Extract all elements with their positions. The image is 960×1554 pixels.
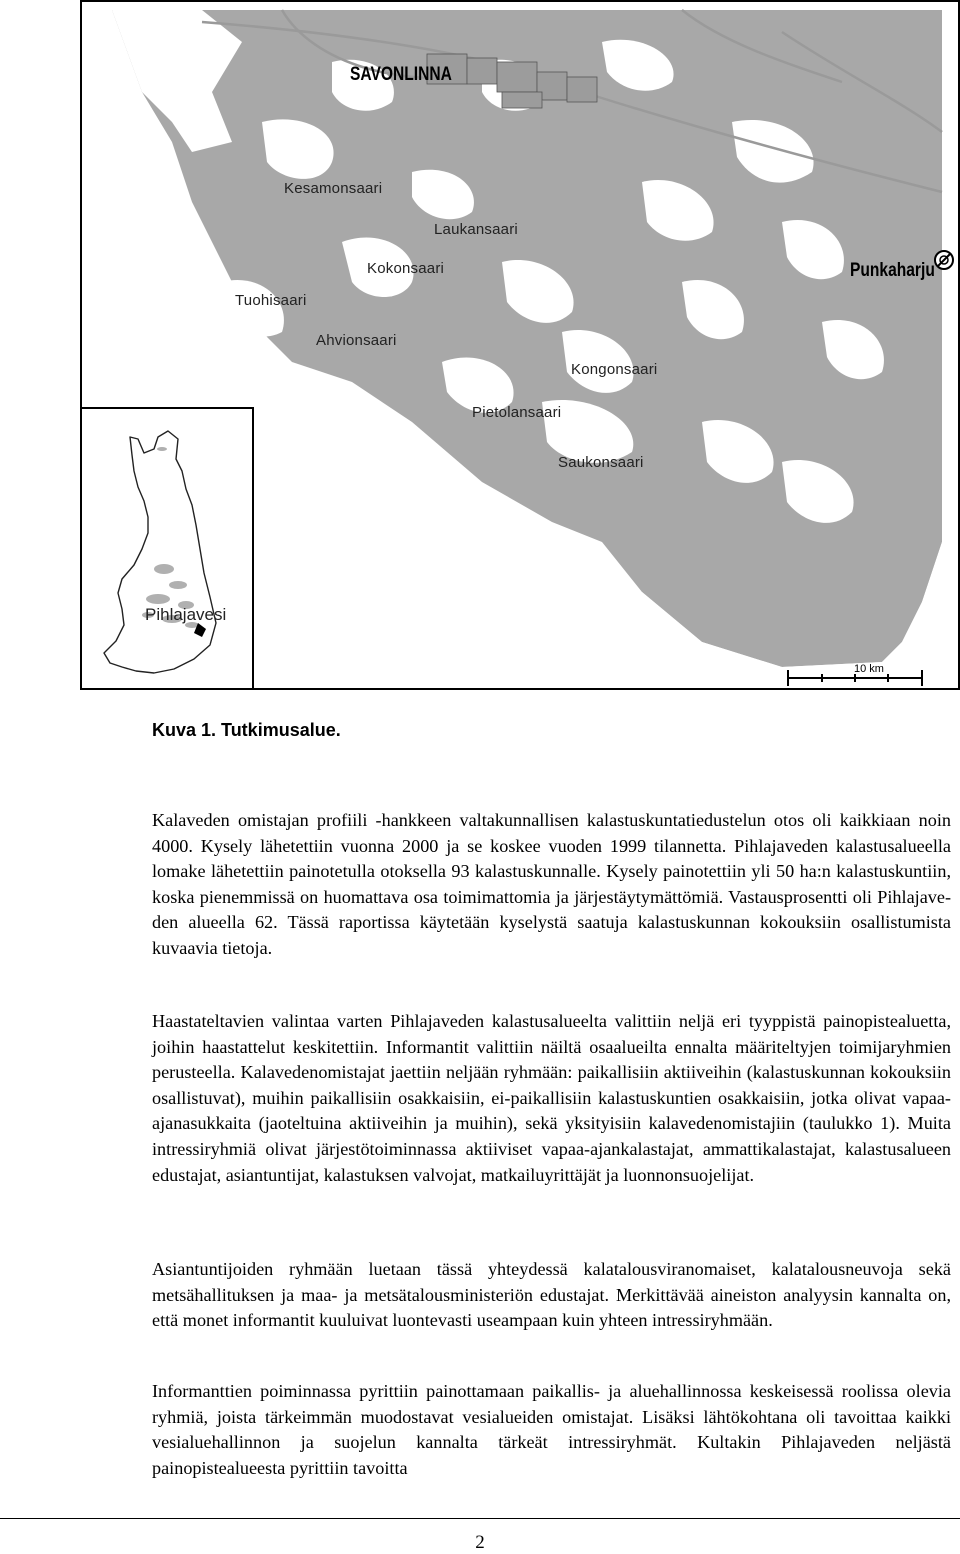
scale-label: 10 km bbox=[854, 663, 884, 675]
finland-inset-map bbox=[82, 407, 254, 690]
pietolansaari-label: Pietolansaari bbox=[472, 404, 562, 421]
kokonsaari-label: Kokonsaari bbox=[367, 260, 445, 277]
paragraph-4: Informanttien poiminnassa pyrittiin painottamaan paikallis- ja aluehallinnossa keskeisessä roolissa olevia ryhmiä, joista tärkeimmän muodostavat vesialueiden omistajat. Lisäksi lähtökohtana oli tavoittaa kaikki vesialuehallinnon ja suojelun kannalta tärkeät intressiryhmät. Kultakin Pihlajaveden neljästä painopistealueesta pyrittiin tavoitta bbox=[152, 1381, 951, 1478]
paragraph-2: Haastateltavien valintaa varten Pihlajaveden kalastusalueelta valittiin neljä eri tyyppistä painopistealuetta, joihin haastattelut keskitettiin. Informantit valittiin näiltä osaalueilta ennalta määriteltyjen toimijaryhmien perusteella. Kalavedenomistajat jaettiin neljään ryhmään: paikallisiin aktiiveihin (kalastuskunnan kokouksiin osallistuvat), muihin paikallisiin osakkaisiin, ei-paikallisiin kalastuskuntien osakkaisiin, jotka olivat vapaa-ajanasukkaita (jaoteltuina aktiiveihin ja muihin), sekä yksityisiin kalavedenomistajiin (taulukko 1). Muita intressiryhmiä olivat järjestötoiminnassa aktiiviset vapaa-ajankalastajat, ammattikalastajat, kalastusalueen edustajat, asiantuntijat, kalastuksen valvojat, matkailuyrittäjät ja luonnonsuojelijat. bbox=[152, 1011, 951, 1185]
saukonsaari-label: Saukonsaari bbox=[558, 454, 644, 471]
kesamonsaari-label: Kesamonsaari bbox=[284, 180, 383, 197]
compass-icon bbox=[935, 251, 953, 269]
laukansaari-label: Laukansaari bbox=[434, 221, 518, 238]
ahvionsaari-label: Ahvionsaari bbox=[316, 332, 397, 349]
finland-outline-graphic bbox=[82, 409, 252, 690]
savonlinna-label: SAVONLINNA bbox=[350, 64, 452, 85]
kongonsaari-label: Kongonsaari bbox=[571, 361, 658, 378]
paragraph-3: Asiantuntijoiden ryhmään luetaan tässä yhteydessä kalatalousviranomaiset, kalatalousneuvoja sekä metsähallituksen ja maa- ja metsätalousministeriön edustajat. Merkittävää aineiston analyysin kannalta on, että monet informantit kuuluivat luontevasti useampaan kuin yhteen intressiryhmään. bbox=[152, 1259, 951, 1331]
figure-caption: Kuva 1. Tutkimusalue. bbox=[152, 720, 341, 740]
paragraph-1: Kalaveden omistajan profiili -hankkeen valtakunnallisen kalastuskuntatiedustelun otos oli kaikkiaan noin 4000. Kysely lähetettiin vuonna 2000 ja se koskee vuoden 1999 tilannetta. Pihlajaveden kalastusalueella lomake lähetettiin painotetulla otoksella 93 kalastuskunnalle. Kysely painotettiin yli 50 ha:n kalastuskuntiin, koska pienemmissä on huomattava osa toimimattomia ja järjestäytymättömiä. Vastausprosentti oli Pihlajaveden alueella 62. Tässä raportissa käytetään kyselystä saatuja kalastuskunnan kokouksiin osallistumista kuvaavia tietoja. bbox=[152, 810, 951, 958]
page-number: 2 bbox=[475, 1532, 485, 1553]
punkaharju-label: Punkaharju bbox=[850, 260, 935, 281]
footer-rule bbox=[0, 1518, 960, 1519]
inset-pihlajavesi-label: Pihlajavesi bbox=[145, 605, 227, 624]
study-area-map bbox=[80, 0, 960, 690]
tuohisaari-label: Tuohisaari bbox=[235, 292, 307, 309]
